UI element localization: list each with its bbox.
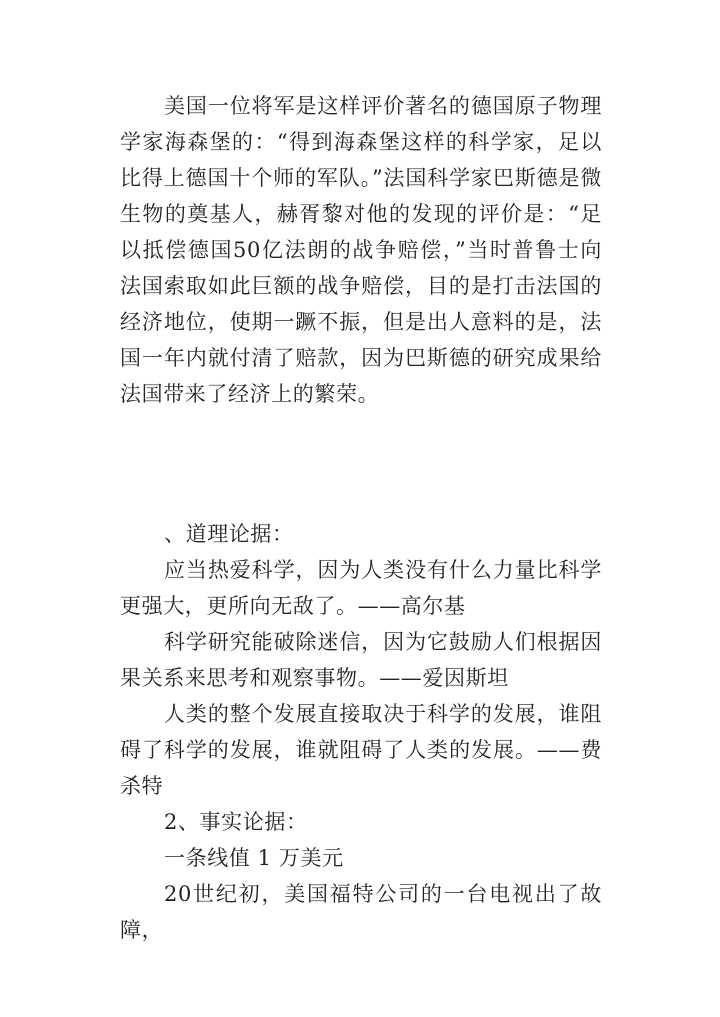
- quote-gorky: 应当热爱科学，因为人类没有什么力量比科学更强大，更所向无敌了。——高尔基: [120, 558, 602, 618]
- section-heading-facts: 2、事实论据：: [164, 810, 308, 834]
- quote-fichte: 人类的整个发展直接取决于科学的发展，谁阻碍了科学的发展，谁就阻碍了人类的发展。——费杀特: [120, 702, 602, 798]
- fact-title: 一条线值 1 万美元: [164, 846, 344, 870]
- paragraph-heisenberg-pasteur: 美国一位将军是这样评价著名的德国原子物理学家海森堡的：“得到海森堡这样的科学家，足以比得上德国十个师的军队。”法国科学家巴斯德是微生物的奠基人，赫胥黎对他的发现的评价是：“足以抵偿德国50亿法朗的战争赔偿，”当时普鲁士向法国索取如此巨额的战争赔偿，目的是打击法国的经济地位，使期一蹶不振，但是出人意料的是，法国一年内就付清了赔款，因为巴斯德的研究成果给法国带来了经济上的繁荣。: [120, 94, 602, 406]
- fact-text: 20世纪初，美国福特公司的一台电视出了故障，: [120, 882, 602, 942]
- section-heading-reasoning: 、道理论据：: [164, 522, 294, 546]
- quote-einstein: 科学研究能破除迷信，因为它鼓励人们根据因果关系来思考和观察事物。——爱因斯坦: [120, 630, 602, 690]
